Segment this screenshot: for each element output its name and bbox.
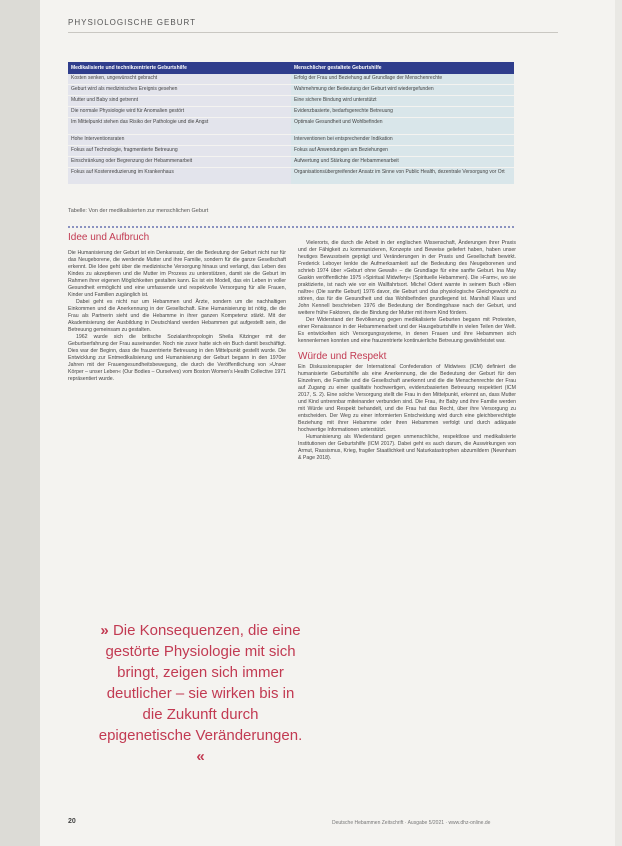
paragraph: Vielerorts, die durch die Arbeit in der englischen Wissenschaft, Änderungen ihrer Praxis und der Fähigkeit zu kommunizieren, Konzepte und Beweise geliefert haben, haben unser heutiges Bewusstsein geprägt und Veränderungen in der Praxis und Gesellschaft bewirkt. Frederick Leboyer lenkte die Aufmerksamkeit auf die Bedeutung des Neugeborenen und schrieb 1974 über »Geburt ohne Gewalt« – die Grundlage für eine sanfte Geburt. Ina May Gaskin veröffentlichte 1975 »Spiritual Midwifery« (Spirituelle Hebammen). Die »Farm«, wo sie praktizierte, ist nach wie vor ein Wallfahrtsort. Michel Odent warnte in seinem Buch »Bien naître« (Die sanfte Geburt) 1976 davor, die Geburt und das physiologische Gleichgewicht zu stören, das für die Gesundheit und das Wohlbefinden grundlegend ist. Marshall Klaus und John Kennell beschrieben 1976 die Bedeutung der Bondingphase nach der Geburt, und weitere frühe Faktoren, die die Bindung der Mutter mit ihrem Kind fördern. (298, 240, 516, 316)
quote-close-mark: « (196, 748, 205, 765)
pull-quote (98, 620, 303, 767)
table-row (68, 135, 514, 146)
left-column (68, 250, 286, 383)
table-row (68, 146, 514, 157)
table-cell: Fokus auf Kostenreduzierung im Krankenhaus (68, 168, 291, 185)
quote-text: Die Konsequenzen, die eine gestörte Physiologie mit sich bringt, zeigen sich immer deutlicher – sie wirken bis in die Zukunft durch epigenetische Veränderungen. (98, 622, 303, 744)
table-cell: Hohe Interventionsraten (68, 135, 291, 146)
quote-open-mark: » (100, 622, 109, 639)
table-cell: Fokus auf Anwendungen am Beziehungen (291, 146, 514, 157)
page-gutter (0, 0, 40, 846)
paragraph: Der Widerstand der Bevölkerung gegen medikalisierte Geburten begann mit Protesten, einer Renaissance in der Hebammenarbeit und der Hausgeburtshilfe in vielen Teilen der Welt. Es entwickelten sich Versorgungssysteme, in denen Frauen und ihre Hebammen sich kennenlernen konnten und eine frauzentrierte kontinuierliche Betreuung gewährleistet war. (298, 317, 516, 344)
table-header-right: Menschlicher gestaltete Geburtshilfe (291, 62, 514, 74)
table-row (68, 107, 514, 118)
paragraph: Die Humanisierung der Geburt ist ein Denkansatz, der die Bedeutung der Geburt nicht nur für das Neugeborene, die werdende Mutter und ihre Familie, sondern für die ganze Gesellschaft erkennt. Die Idee geht über die medizinische Versorgung hinaus und verlangt, das Leben des Kindes zu akzeptieren und die Mutter im Prozess zu unterstützen, damit sie die Geburt im Rahmen ihrer eigenen Möglichkeiten gestalten kann. Es ist ein Modell, das ein Leben in voller Gesundheit ermöglicht und eine umfassende und respektvolle Versorgung für alle Frauen, Kinder und Familien zugänglich ist. (68, 250, 286, 298)
table-cell: Interventionen bei entsprechender Indikation (291, 135, 514, 146)
table-cell: Eine sichere Bindung wird unterstützt (291, 96, 514, 107)
table-row (68, 168, 514, 185)
dotted-divider (68, 226, 514, 228)
section-heading-wuerde: Würde und Respekt (298, 351, 387, 362)
paragraph: Ein Diskussionspapier der International Confederation of Midwives (ICM) definiert die humanisierte Geburtshilfe als eine Anerkennung, die die Bedeutung der Geburt für den Einzelnen, die Familie und die Gesellschaft anerkennt und die die Menschenrechte der Frau auf Zugang zu einer qualitativ hochwertigen, evidenzbasierten Betreuung respektiert (ICM 2017, S. 2). Eine solche Versorgung stellt die Frau in den Mittelpunkt, erkennt an, dass Mutter und Kind untrennbar miteinander verbunden sind. Die Frau, ihr Baby und ihre Familie werden mit Würde und Respekt behandelt, und die Frau hat das Recht, über ihre Versorgung zu entscheiden. Der Weg zu einer informierten Entscheidung wird durch eine gleichberechtigte Beziehung mit ihrer Hebamme oder ihren Hebammen verfolgt und durch adäquate hochwertige Informationen unterstützt. (298, 364, 516, 433)
right-column (298, 240, 516, 462)
magazine-page (40, 0, 615, 846)
table-cell: Organisationsübergreifender Ansatz im Sinne von Public Health, dezentrale Versorgung vor Ort (291, 168, 514, 185)
table-cell: Die normale Physiologie wird für Anomalien gestört (68, 107, 291, 118)
table-caption: Tabelle: Von der medikalisierten zur menschlichen Geburt (68, 208, 209, 214)
paragraph: Humanisierung als Wiederstand gegen unmenschliche, respektlose und medikalisierte Institutionen der Geburtshilfe (ICM 2017). Dabei geht es auch darum, die Auswirkungen von Armut, Rassismus, Krieg, fragiler Staatlichkeit und Naturkatastrophen abzumildern (Newnham & Page 2018). (298, 434, 516, 461)
table-row (68, 74, 514, 85)
table-cell: Einschränkung oder Begrenzung der Hebammenarbeit (68, 157, 291, 168)
footer-source: Deutsche Hebammen Zeitschrift · Ausgabe 5/2021 · www.dhz-online.de (332, 820, 491, 826)
paragraph: 1962 wurde sich die britische Sozialanthropologin Sheila Kitzinger mit der Geburtserfahrung der Frau auseinander. Noch nie zuvor hatte sich ein Buch damit beschäftigt. Dies war der Beginn, dass die frauzentrierte Betreuung in den Mittelpunkt gestellt wurde. Die Entwicklung zur Entmedikalisierung und Humanisierung der Geburt begann in den 1970er Jahren mit der Frauengesundheitsbewegung, die durch die Veröffentlichung von »Unser Körper – unser Leben« (Our Bodies – Ourselves) vom Boston Women's Health Collective 1971 repräsentiert wurde. (68, 334, 287, 382)
table-cell: Optimale Gesundheit und Wohlbefinden (291, 118, 514, 135)
table-row (68, 157, 514, 168)
table-cell: Erfolg der Frau und Beziehung auf Grundlage der Menschenrechte (291, 74, 514, 85)
table-row (68, 118, 514, 135)
table-cell: Geburt wird als medizinisches Ereignis gesehen (68, 85, 291, 96)
paragraph: Dabei geht es nicht nur um Hebammen und Ärzte, sondern um die nachhaltigen Einkommen und die Anerkennung in der Gesellschaft. Eine Humanisierung ist nötig, die die Frau als Partnerin sieht und die Hebamme in ihrer ganzen Kompetenz stärkt. Mit der Akademisierung der Ausbildung in Deutschland werden Hebammen gut aufgestellt sein, die Betreuung gemeinsam zu gestalten. (68, 299, 286, 333)
table-cell: Mutter und Baby sind getrennt (68, 96, 291, 107)
table-cell: Kosten senken, ungewünscht gebracht (68, 74, 291, 85)
table-cell: Wahrnehmung der Bedeutung der Geburt wird wiedergefunden (291, 85, 514, 96)
table-cell: Evidenzbasierte, bedarfsgerechte Betreuung (291, 107, 514, 118)
section-heading-idee: Idee und Aufbruch (68, 232, 150, 243)
table-header-left: Medikalisierte und technikzentrierte Geburtshilfe (68, 62, 291, 74)
table-row (68, 85, 514, 96)
table-cell: Fokus auf Technologie, fragmentierte Betreuung (68, 146, 291, 157)
table-cell: Aufwertung und Stärkung der Hebammenarbeit (291, 157, 514, 168)
section-header: PHYSIOLOGISCHE GEBURT (68, 18, 196, 27)
header-divider (68, 32, 558, 33)
page-number: 20 (68, 818, 76, 825)
table-cell: Im Mittelpunkt stehen das Risiko der Pathologie und die Angst (68, 118, 291, 135)
table-row (68, 96, 514, 107)
comparison-table (68, 62, 514, 185)
